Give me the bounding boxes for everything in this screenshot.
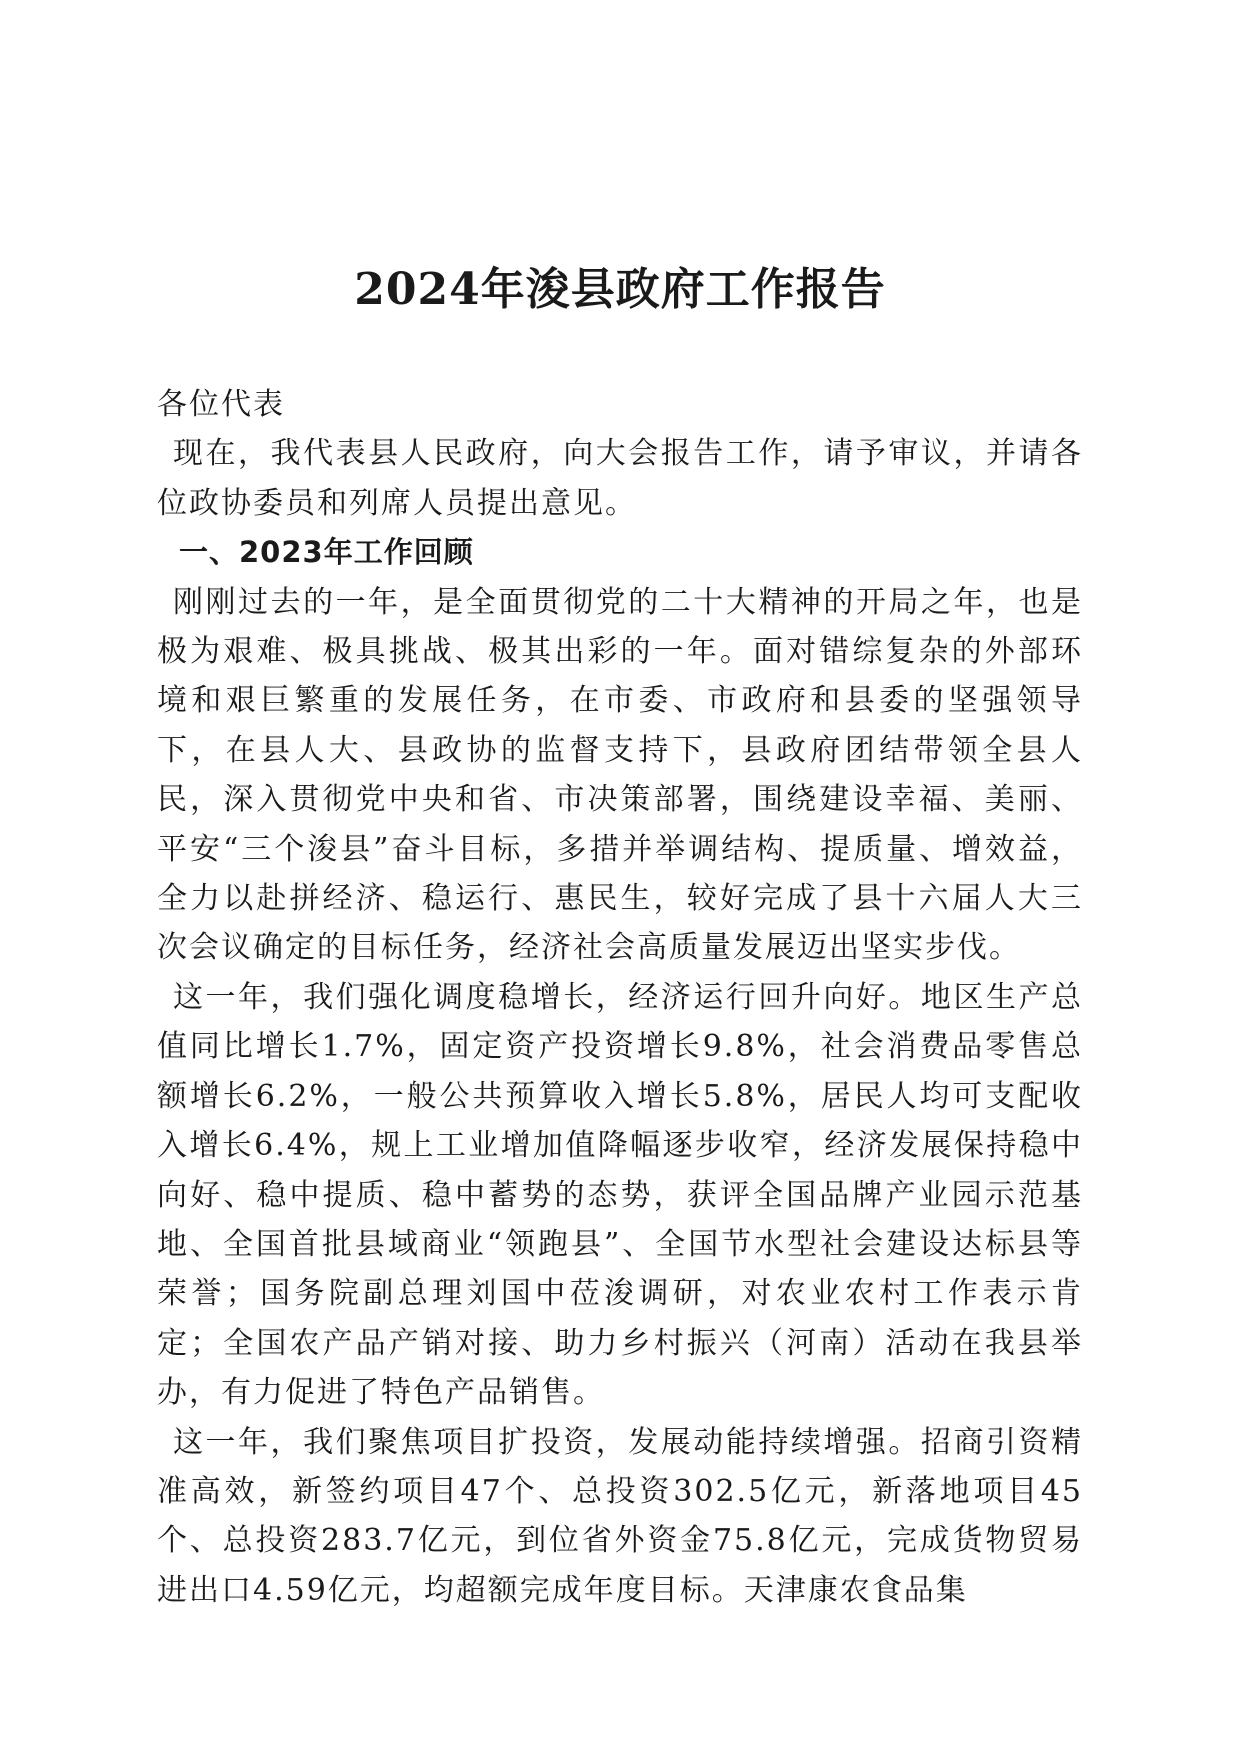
opening-paragraph: 现在，我代表县人民政府，向大会报告工作，请予审议，并请各位政协委员和列席人员提出意见。 bbox=[157, 436, 1083, 521]
document-body bbox=[157, 380, 1083, 1615]
body-paragraph: 刚刚过去的一年，是全面贯彻党的二十大精神的开局之年，也是极为艰难、极具挑战、极其出彩的一年。面对错综复杂的外部环境和艰巨繁重的发展任务，在市委、市政府和县委的坚强领导下，在县人大、县政协的监督支持下，县政府团结带领全县人民，深入贯彻党中央和省、市决策部署，围绕建设幸福、美丽、平安“三个浚县”奋斗目标，多措并举调结构、提质量、增效益，全力以赴拼经济、稳运行、惠民生，较好完成了县十六届人大三次会议确定的目标任务，经济社会高质量发展迈出坚实步伐。 bbox=[157, 584, 1083, 966]
body-paragraph: 这一年，我们聚焦项目扩投资，发展动能持续增强。招商引资精准高效，新签约项目47个、总投资302.5亿元，新落地项目45个、总投资283.7亿元，到位省外资金75.8亿元，完成货物贸易进出口4.59亿元，均超额完成年度目标。天津康农食品集 bbox=[157, 1424, 1083, 1608]
salutation: 各位代表 bbox=[157, 387, 285, 422]
section-heading: 一、2023年工作回顾 bbox=[179, 535, 474, 570]
document-title: 2024年浚县政府工作报告 bbox=[354, 264, 886, 315]
body-paragraph: 这一年，我们强化调度稳增长，经济运行回升向好。地区生产总值同比增长1.7%，固定资产投资增长9.8%，社会消费品零售总额增长6.2%，一般公共预算收入增长5.8%，居民人均可支配收入增长6.4%，规上工业增加值降幅逐步收窄，经济发展保持稳中向好、稳中提质、稳中蓄势的态势，获评全国品牌产业园示范基地、全国首批县域商业“领跑县”、全国节水型社会建设达标县等荣誉；国务院副总理刘国中莅浚调研，对农业农村工作表示肯定；全国农产品产销对接、助力乡村振兴（河南）活动在我县举办，有力促进了特色产品销售。 bbox=[157, 979, 1083, 1411]
